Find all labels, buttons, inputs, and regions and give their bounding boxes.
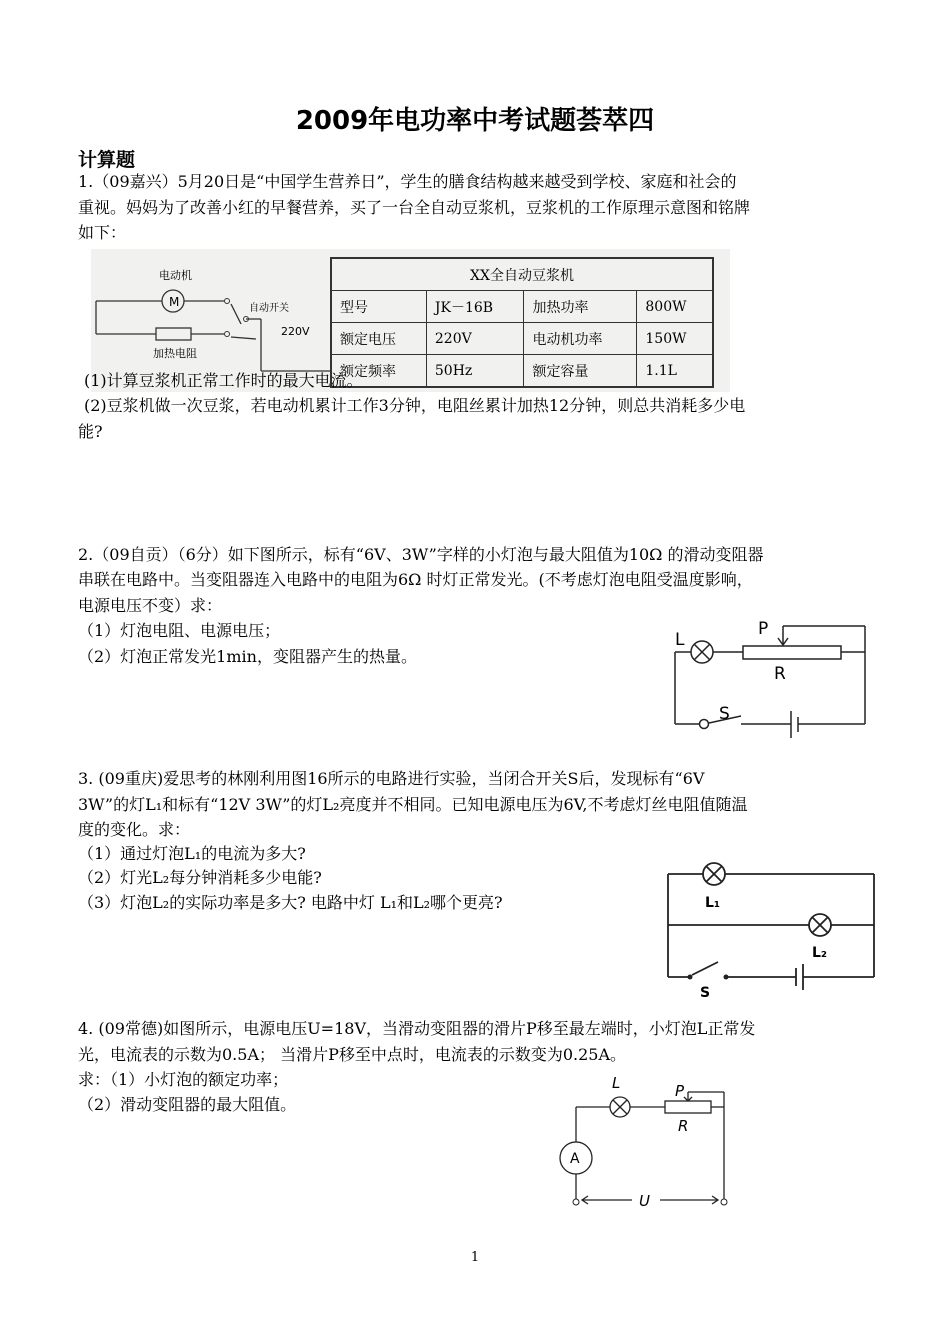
- q4-line-1: 4. (09常德)如图所示，电源电压U=18V，当滑动变阻器的滑片P移至最左端时，小灯泡L正常发: [78, 1019, 756, 1038]
- q3-circuit-diagram: [660, 852, 882, 1002]
- page-number: 1: [470, 1250, 480, 1265]
- nameplate-cell: 50Hz: [426, 355, 524, 388]
- lamp-l2-label: L₂: [812, 945, 828, 961]
- nameplate-cell: 220V: [426, 323, 524, 355]
- q4-sub-1: （2）滑动变阻器的最大阻值。: [78, 1095, 297, 1114]
- switch-label: S: [719, 704, 730, 724]
- ammeter-label: A: [570, 1151, 580, 1167]
- voltage-label: U: [639, 1192, 650, 1210]
- q4-circuit-diagram: [552, 1072, 742, 1220]
- nameplate-cell: 额定频率: [331, 355, 426, 388]
- q3-sub-2: （2）灯光L₂每分钟消耗多少电能?: [78, 868, 322, 887]
- page-title: 2009年电功率中考试题荟萃四: [295, 106, 655, 136]
- lamp-l1-label: L₁: [705, 895, 721, 911]
- q4-line-3: 求：（1）小灯泡的额定功率；: [78, 1070, 289, 1089]
- nameplate-title: XX全自动豆浆机: [331, 258, 713, 291]
- rheostat-symbol: [743, 646, 841, 659]
- q3-sub-1: （1）通过灯泡L₁的电流为多大?: [78, 844, 306, 863]
- q3-line-2: 3W”的灯L₁和标有“12V 3W”的灯L₂亮度并不相同。已知电源电压为6V,不考虑灯丝电阻值随温: [78, 795, 748, 814]
- nameplate-cell: 加热功率: [524, 291, 637, 323]
- q2-circuit-diagram: [665, 612, 880, 747]
- q1-sub-2: (2)豆浆机做一次豆浆，若电动机累计工作3分钟，电阻丝累计加热12分钟，则总共消耗多少电: [84, 396, 746, 415]
- q2-sub-2: （2）灯泡正常发光1min，变阻器产生的热量。: [78, 647, 417, 666]
- nameplate-cell: 额定电压: [331, 323, 426, 355]
- nameplate-cell: 800W: [637, 291, 713, 323]
- q1-sub-1: (1)计算豆浆机正常工作时的最大电流。: [84, 371, 363, 390]
- q1-line-3: 如下：: [78, 223, 127, 242]
- slider-label: P: [675, 1082, 685, 1100]
- heater-resistor-symbol: [156, 328, 191, 340]
- q2-line-1: 2.（09自贡）（6分）如下图所示，标有“6V、3W”字样的小灯泡与最大阻值为10Ω 的滑动变阻器: [78, 545, 764, 564]
- voltage-label: 220V: [281, 325, 310, 338]
- lamp-label: L: [612, 1074, 621, 1092]
- nameplate-cell: JK－16B: [426, 291, 524, 323]
- heater-label: 加热电阻: [153, 347, 197, 360]
- q2-sub-1: （1）灯泡电阻、电源电压；: [78, 621, 281, 640]
- q1-sub-3: 能?: [78, 422, 103, 441]
- nameplate-cell: 150W: [637, 323, 713, 355]
- nameplate-cell: 电动机功率: [524, 323, 637, 355]
- lamp-label: L: [675, 630, 685, 650]
- q4-line-2: 光，电流表的示数为0.5A； 当滑片P移至中点时，电流表的示数变为0.25A。: [78, 1045, 627, 1064]
- rheostat-label: R: [774, 664, 786, 684]
- q2-line-2: 串联在电路中。当变阻器连入电路中的电阻为6Ω 时灯正常发光。(不考虑灯泡电阻受温度影响，: [78, 570, 753, 589]
- q3-line-3: 度的变化。求：: [78, 820, 191, 839]
- rheostat-symbol: [665, 1101, 711, 1113]
- switch-label: 自动开关: [249, 303, 289, 314]
- nameplate-table: [330, 257, 714, 388]
- motor-label: 电动机: [159, 269, 192, 282]
- switch-label: S: [700, 985, 711, 1001]
- q3-line-1: 3. (09重庆)爱思考的林刚利用图16所示的电路进行实验，当闭合开关S后，发现标有“6V: [78, 769, 705, 788]
- slider-label: P: [758, 619, 769, 639]
- nameplate-cell: 额定容量: [524, 355, 637, 388]
- rheostat-label: R: [678, 1117, 689, 1135]
- nameplate-cell: 型号: [331, 291, 426, 323]
- q1-line-1: 1.（09嘉兴）5月20日是“中国学生营养日”，学生的膳食结构越来越受到学校、家庭和社会的: [78, 172, 737, 191]
- motor-symbol-label: M: [169, 295, 180, 309]
- q2-line-3: 电源电压不变）求：: [78, 596, 223, 615]
- nameplate-cell: 1.1L: [637, 355, 713, 388]
- q1-line-2: 重视。妈妈为了改善小红的早餐营养，买了一台全自动豆浆机，豆浆机的工作原理示意图和铭牌: [78, 198, 751, 217]
- section-heading: 计算题: [78, 149, 136, 171]
- q3-sub-3: （3）灯泡L₂的实际功率是多大? 电路中灯 L₁和L₂哪个更亮?: [78, 893, 503, 912]
